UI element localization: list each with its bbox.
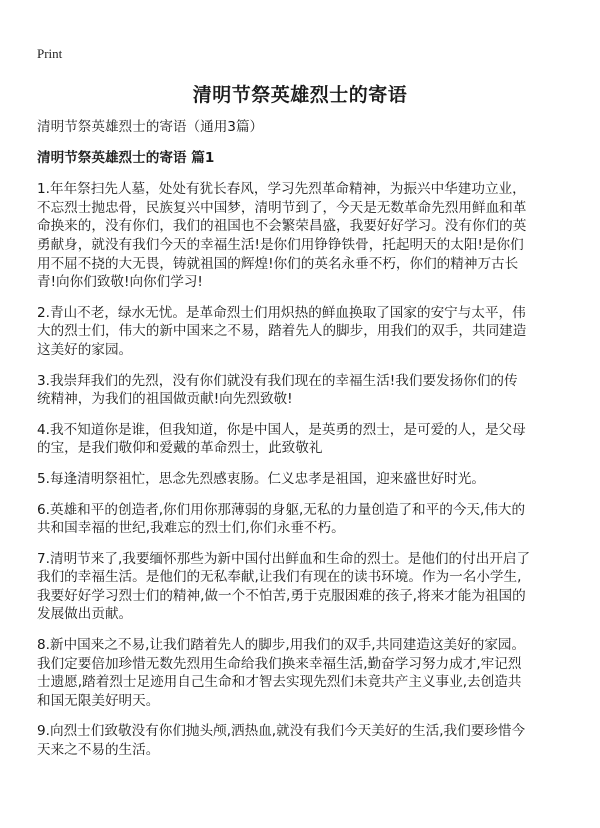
paragraph-line: 我要好好学习烈士们的精神,做一个不怕苦,勇于克服困难的孩子,将来才能为祖国的 bbox=[37, 587, 526, 604]
paragraph bbox=[37, 470, 577, 489]
paragraph-line: 不忘烈士抛忠骨，民族复兴中国梦，清明节到了，今天是无数革命先烈用鲜血和革 bbox=[37, 199, 527, 216]
paragraph-line: 3.我崇拜我们的先烈，没有你们就没有我们现在的幸福生活!我们要发扬你们的传 bbox=[37, 372, 518, 389]
paragraph bbox=[37, 636, 577, 710]
paragraph bbox=[37, 722, 577, 759]
paragraph-line: 和国无限美好明天。 bbox=[37, 692, 160, 709]
paragraph-line: 统精神，为我们的祖国做贡献!向先烈致敬! bbox=[37, 391, 293, 408]
paragraph-line: 用不屈不挠的大无畏，铸就祖国的辉煌!你们的英名永垂不朽，你们的精神万古长 bbox=[37, 255, 519, 272]
document-body bbox=[37, 118, 577, 772]
paragraph bbox=[37, 550, 577, 624]
paragraph-line: 5.每逢清明祭祖忙，思念先烈感衷肠。仁义忠孝是祖国，迎来盛世好时光。 bbox=[37, 470, 485, 487]
paragraph-line: 我们定要倍加珍惜无数先烈用生命给我们换来幸福生活,勤奋学习努力成才,牢记烈 bbox=[37, 655, 522, 672]
paragraph-line: 7.清明节来了,我要缅怀那些为新中国付出鲜血和生命的烈士。是他们的付出开启了 bbox=[37, 550, 531, 567]
paragraph bbox=[37, 372, 577, 409]
paragraph-line: 青!向你们致敬!向你们学习! bbox=[37, 274, 203, 291]
print-link[interactable]: Print bbox=[37, 46, 63, 61]
paragraph-line: 4.我不知道你是谁，但我知道，你是中国人，是英勇的烈士，是可爱的人，是父母 bbox=[37, 421, 526, 438]
document-subtitle: 清明节祭英雄烈士的寄语（通用3篇） bbox=[37, 119, 264, 135]
paragraph-line: 大的烈士们，伟大的新中国来之不易，踏着先人的脚步，用我们的双手，共同建造 bbox=[37, 323, 527, 340]
paragraph-line: 2.青山不老，绿水无忧。是革命烈士们用炽热的鲜血换取了国家的安宁与太平，伟 bbox=[37, 304, 526, 321]
paragraph-line: 的宝，是我们敬仰和爱戴的革命烈士，此致敬礼 bbox=[37, 440, 323, 457]
section-heading: 清明节祭英雄烈士的寄语 篇1 bbox=[37, 149, 215, 166]
paragraph-line: 1.年年祭扫先人墓，处处有犹长春风，学习先烈革命精神，为振兴中华建功立业， bbox=[37, 181, 526, 198]
paragraph-line: 发展做出贡献。 bbox=[37, 606, 133, 623]
paragraph bbox=[37, 501, 577, 538]
paragraph-line: 命换来的，没有你们，我们的祖国也不会繁荣昌盛，我要好好学习。没有你们的英 bbox=[37, 218, 527, 235]
paragraph-line: 9.向烈士们致敬没有你们抛头颅,洒热血,就没有我们今天美好的生活,我们要珍惜今 bbox=[37, 723, 526, 740]
paragraph-line: 这美好的家园。 bbox=[37, 341, 133, 358]
paragraph-line: 8.新中国来之不易,让我们踏着先人的脚步,用我们的双手,共同建造这美好的家园。 bbox=[37, 637, 526, 654]
paragraph-line: 共和国幸福的世纪,我难忘的烈士们,你们永垂不朽。 bbox=[37, 520, 345, 537]
paragraph-line: 天来之不易的生活。 bbox=[37, 742, 160, 759]
paragraph-line: 6.英雄和平的创造者,你们用你那薄弱的身躯,无私的力量创造了和平的今天,伟大的 bbox=[37, 501, 526, 518]
paragraph-line: 士遗愿,踏着烈士足迹用自己生命和才智去实现先烈们未竟共产主义事业,去创造共 bbox=[37, 674, 522, 691]
paragraph-line: 我们的幸福生活。是他们的无私奉献,让我们有现在的读书环境。作为一名小学生, bbox=[37, 569, 522, 586]
paragraph bbox=[37, 180, 577, 292]
page-title: 清明节祭英雄烈士的寄语 bbox=[192, 84, 408, 106]
paragraph-line: 勇献身，就没有我们今天的幸福生活!是你们用铮铮铁骨，托起明天的太阳!是你们 bbox=[37, 236, 524, 253]
paragraph bbox=[37, 304, 577, 360]
paragraph-list bbox=[37, 180, 577, 759]
paragraph bbox=[37, 421, 577, 458]
